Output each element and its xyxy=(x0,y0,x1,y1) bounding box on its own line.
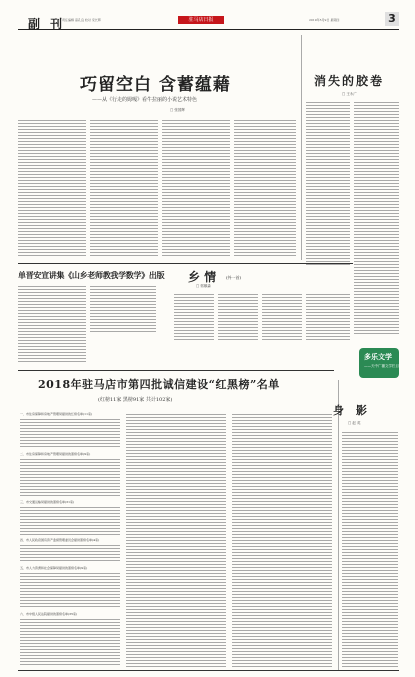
issue-date: 2019年5月9日 星期四 xyxy=(309,18,340,22)
article-column xyxy=(18,118,86,258)
list-section-label: 一、市住房保障和房地产管理局提供的红榜名单(11家) xyxy=(20,412,93,416)
page-number: 3 xyxy=(385,12,399,26)
badge-subtitle: ——天中广播文学栏目 xyxy=(364,364,399,368)
list-entries xyxy=(20,457,120,497)
section-rule xyxy=(18,263,353,264)
article-column xyxy=(90,118,158,258)
list-section-label: 五、市人力资源和社会保障局提供的黑榜名单(9家) xyxy=(20,566,88,570)
article-column xyxy=(234,118,296,258)
list-entries xyxy=(126,412,226,667)
poem-byline: □ 郭顺森 xyxy=(196,284,211,288)
list-subline: (红榜11家 黑榜91家 共计102家) xyxy=(98,397,173,403)
poem-title: 乡 情 xyxy=(188,270,217,284)
list-entries xyxy=(20,617,120,667)
list-section-label: 六、市中级人民法院提供的黑榜名单(35家) xyxy=(20,612,78,616)
article-column xyxy=(90,284,156,334)
article-column xyxy=(162,118,230,258)
poem-column xyxy=(262,292,302,342)
poem-column xyxy=(218,292,258,342)
article-column xyxy=(306,100,350,265)
list-entries xyxy=(232,412,332,667)
column-divider xyxy=(301,35,302,260)
badge-title: 多乐文学 xyxy=(364,352,392,361)
editor-credits: 责任编辑 高孔良 校对 宋长辉 xyxy=(62,18,101,22)
side-article-title: 消失的胶卷 xyxy=(314,74,385,88)
footer-rule xyxy=(18,670,399,671)
list-entries xyxy=(20,571,120,609)
column-divider xyxy=(338,380,339,670)
list-entries xyxy=(20,505,120,535)
poem-column xyxy=(306,292,350,342)
section-title: 副 刊 xyxy=(28,17,66,31)
list-section-label: 三、市交通运输局提供的黑榜名单(31家) xyxy=(20,500,75,504)
article-column xyxy=(18,284,86,362)
section-rule xyxy=(18,370,334,371)
main-article-subtitle: ——从《行走的姆嘎》看牛拉丽的小说艺术特色 xyxy=(92,97,198,103)
article-column xyxy=(354,100,399,335)
poem-title-note: (外一首) xyxy=(226,275,242,280)
list-section-label: 二、市住房保障和房地产管理局提供的黑榜名单(9家) xyxy=(20,452,91,456)
newspaper-masthead: 驻马店日报 xyxy=(178,16,224,24)
list-entries xyxy=(20,417,120,449)
side-article-byline: □ 王永广 xyxy=(342,92,357,96)
ad-headline: 单晋安宣讲集《山乡老师教我学数学》出版 xyxy=(18,271,165,280)
list-entries xyxy=(20,543,120,563)
main-article-byline: □ 张国辉 xyxy=(170,108,185,112)
poem-column xyxy=(174,292,214,342)
list-headline: 2018年驻马店市第四批诚信建设“红黑榜”名单 xyxy=(38,378,280,391)
poem-title: 身 影 xyxy=(333,404,371,417)
poem-byline: □ 赵 英 xyxy=(348,421,361,425)
poem-column xyxy=(342,430,398,667)
header-rule xyxy=(18,29,399,30)
main-article-title: 巧留空白 含蓄蕴藉 xyxy=(80,75,231,95)
list-section-label: 四、市人民政府国有资产监督管理委员会提供黑榜名单(4家) xyxy=(20,538,100,542)
